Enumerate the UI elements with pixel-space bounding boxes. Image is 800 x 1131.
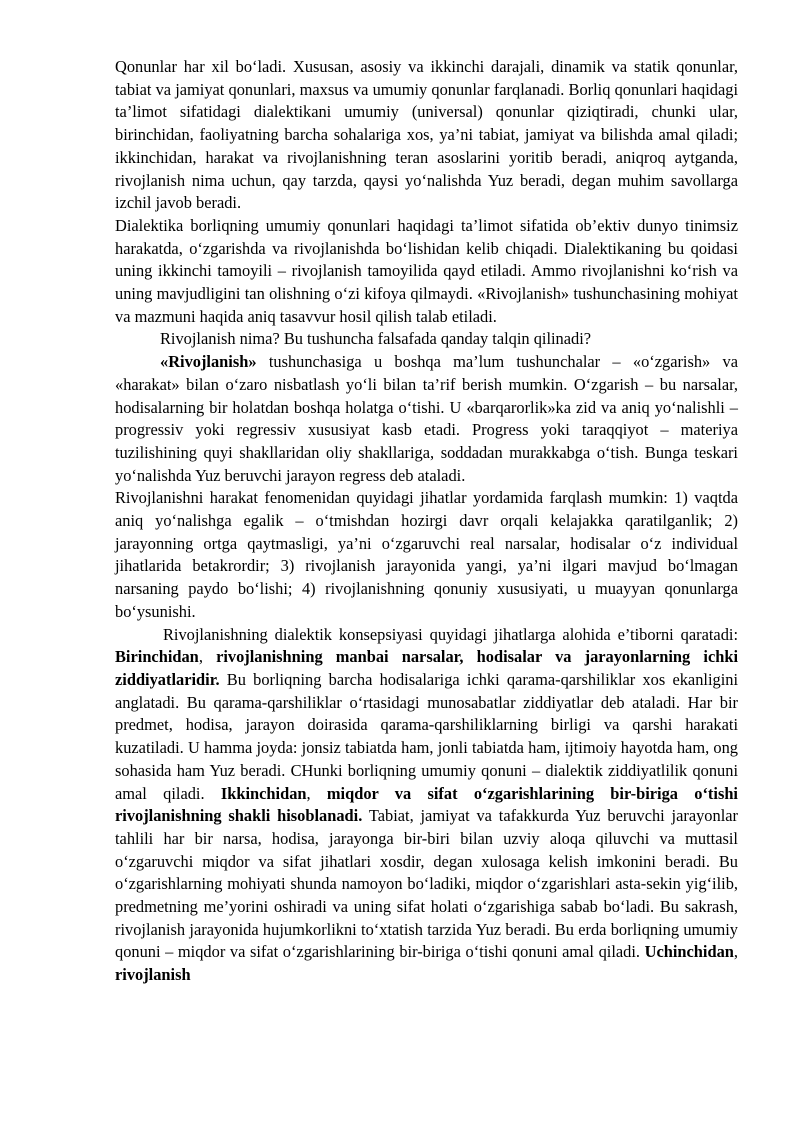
text-run: tushunchasiga u boshqa ma’lum tushunchalar – «o‘zgarish» va «harakat» bilan o‘zaro nisbatlash yo‘li bilan ta’rif berish mumkin. O‘zgarish – bu narsalar, hodisalarning bir holatdan boshqa holatga o‘tishi. U «barqarorlik»ka zid va aniq yo‘nalishli – progressiv yoki regressiv xususiyat kasb etadi. Progress yoki taraqqiyot – materiya tuzilishining quyi shakllaridan oliy shakllariga, soddadan murakkabga o‘tish. Bunga teskari yo‘nalishda Yuz beruvchi jarayon regress deb ataladi. — [115, 352, 738, 485]
text-run: , — [306, 783, 327, 803]
paragraph-dialectics-development — [115, 215, 738, 329]
bold-term: miqdor va sifat o‘zgarishlarining bir-biriga o‘tishi rivojlanishning shakli hisoblanadi. — [115, 783, 738, 826]
bold-term: Birinchidan — [115, 647, 199, 667]
paragraph-development-aspects — [115, 487, 738, 623]
bold-term: Ikkinchidan — [220, 783, 307, 803]
bold-term: rivojlanishning manbai narsalar, hodisalar va jarayonlarning ichki ziddiyatlaridir. — [115, 647, 739, 689]
text-run: Qonunlar har xil bo‘ladi. Xususan, asosiy va ikkinchi darajali, dinamik va statik qonunlar, tabiat va jamiyat qonunlari, maxsus va umumiy qonunlar farqlanadi. Borliq qonunlari haqidagi ta’limot sifatidagi dialektikani umumiy (universal) qonunlar qiziqtiradi, chunki ular, birinchidan, faoliyatning barcha sohalariga xos, ya’ni tabiat, jamiyat va bilishda amal qiladi; ikkinchidan, harakat va rivojlanishning teran asoslarini yoritib beradi, aniqroq aytganda, rivojlanish nima uchun, qay tarzda, qaysi yo‘nalishda Yuz beradi, degan muhim savollarga izchil javob beradi. — [115, 57, 738, 213]
bold-term: Uchinchidan — [644, 942, 734, 962]
text-run: Dialektika borliqning umumiy qonunlari haqidagi ta’limot sifatida ob’ektiv dunyo tinimsiz harakatda, o‘zgarishda va rivojlanishda bo‘lishidan kelib chiqadi. Dialektikaning bu qoidasi uning ikkinchi tamoyili – rivojlanish tamoyilida qayd etiladi. Ammo rivojlanishni ko‘rish va uning mavjudligini tan olishning o‘zi kifoya qilmaydi. «Rivojlanish» tushunchasining mohiyat va mazmuni haqida aniq tasavvur hosil qilish talab etiladi. — [115, 215, 738, 326]
text-run: , — [198, 647, 217, 667]
paragraph-dialectic-concept — [115, 624, 738, 987]
text-run: Tabiat, jamiyat va tafakkurda Yuz beruvchi jarayonlar tahlili har bir narsa, hodisa, jarayonga bir-biri bilan uzviy aloqa qiluvchi va muttasil o‘zgaruvchi miqdor va sifat jihatlari xosdir, degan xulosaga kelish imkonini beradi. Bu o‘zgarishlarning mohiyati shunda namoyon bo‘ladiki, miqdor o‘zgarishlari asta-sekin yig‘ilib, predmetning me’yorini oshiradi va uning sifat holati o‘zgarishiga sabab bo‘ladi. Bu sakrash, rivojlanish jarayonida hujumkorlikni to‘xtatish tarzida Yuz beradi. Bu erda borliqning umumiy qonuni – miqdor va sifat o‘zgarishlarining bir-biriga o‘tishi qonuni amal qiladi. — [115, 806, 738, 962]
paragraph-question — [115, 328, 738, 351]
bold-term: rivojlanish — [115, 965, 191, 985]
text-run: , — [733, 942, 738, 962]
text-run: Rivojlanishni harakat fenomenidan quyidagi jihatlar yordamida farqlash mumkin: 1) vaqtda aniq yo‘nalishga egalik – o‘tmishdan hozirgi davr orqali kelajakka qaratilganlik; 2) jarayonning ortga qaytmasligi, ya’ni o‘zgaruvchi real narsalar, hodisalar o‘z individual jihatlarida betakrordir; 3) rivojlanish jarayonida yangi, ya’ni ilgari mavjud bo‘lmagan narsaning paydo bo‘lishi; 4) rivojlanishning qonuniy xususiyati, u muayyan qonunlarga bo‘ysunishi. — [115, 488, 738, 621]
paragraph-development-definition — [115, 351, 738, 487]
bold-term: «Rivojlanish» — [160, 352, 257, 372]
paragraph-laws-types — [115, 56, 738, 215]
text-run: Rivojlanishning dialektik konsepsiyasi quyidagi jihatlarga alohida e’tiborni qaratadi: — [163, 624, 738, 644]
text-run: Bu borliqning barcha hodisalariga ichki qarama-qarshiliklar xos ekanligini anglatadi. Bu qarama-qarshiliklar o‘rtasidagi munosabatlar ziddiyatlar deb ataladi. Har bir predmet, hodisa, jarayon doirasida qarama-qarshiliklarning birligi va qarshi harakati kuzatiladi. U hamma joyda: jonsiz tabiatda ham, jonli tabiatda ham, ijtimoiy hayotda ham, ong sohasida ham Yuz beradi. CHunki borliqning umumiy qonuni – dialektik ziddiyatlilik qonuni amal qiladi. — [115, 669, 738, 803]
text-run: Rivojlanish nima? Bu tushuncha falsafada qanday talqin qilinadi? — [160, 329, 592, 349]
